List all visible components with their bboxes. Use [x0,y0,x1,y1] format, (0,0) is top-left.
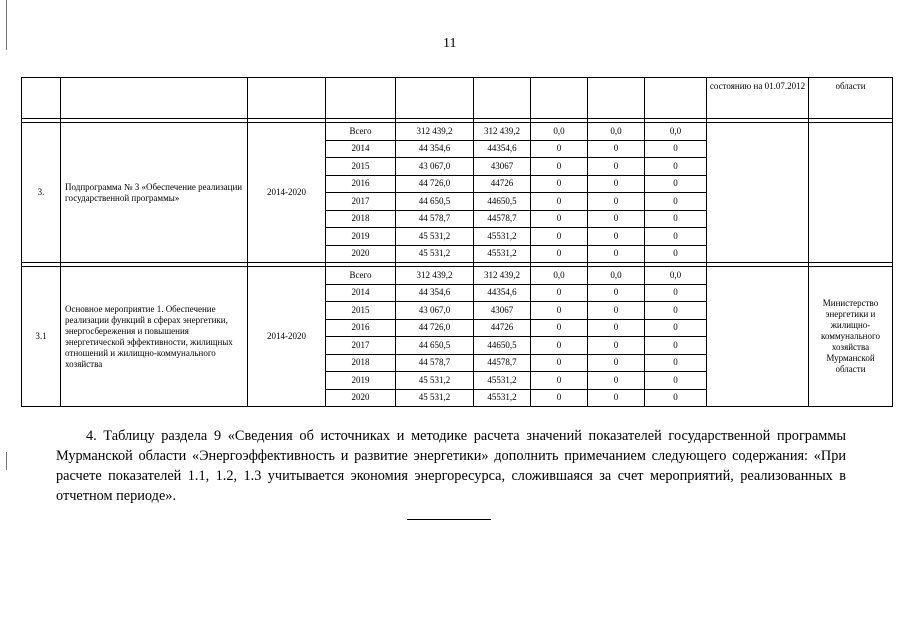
end-rule [407,519,491,520]
value-cell: 45531,2 [474,228,531,246]
value-cell: 0 [645,175,707,193]
value-cell: 0 [588,140,645,158]
value-cell: 44578,7 [474,210,531,228]
value-cell: 0 [588,210,645,228]
value-cell: 0 [588,175,645,193]
value-cell: 45531,2 [474,389,531,407]
table-row [22,267,893,285]
blank-cell [707,267,809,407]
page-number: 11 [443,36,457,51]
value-cell: 0,0 [588,123,645,141]
value-cell: 45 531,2 [396,228,474,246]
year-cell: 2017 [326,337,396,355]
value-cell: 44354,6 [474,140,531,158]
value-cell: 0 [645,372,707,390]
value-cell: 0 [531,193,588,211]
value-cell: 44 650,5 [396,337,474,355]
value-cell: 0 [531,245,588,263]
period-cell: 2014-2020 [248,267,326,407]
value-cell: 0 [531,284,588,302]
value-cell: 0 [531,175,588,193]
year-cell: 2020 [326,245,396,263]
value-cell: 0 [645,319,707,337]
value-cell: 0 [588,302,645,320]
year-cell: 2020 [326,389,396,407]
value-cell: 43067 [474,158,531,176]
value-cell: 0,0 [531,123,588,141]
value-cell: 0 [588,245,645,263]
year-cell: Всего [326,267,396,285]
value-cell: 45 531,2 [396,245,474,263]
value-cell: 0 [645,284,707,302]
blank-cell [707,123,809,263]
value-cell: 44726 [474,175,531,193]
year-cell: 2014 [326,140,396,158]
value-cell: 44 726,0 [396,175,474,193]
year-cell: 2016 [326,319,396,337]
value-cell: 0 [588,389,645,407]
year-cell: 2015 [326,158,396,176]
value-cell: 0 [645,210,707,228]
value-cell: 0 [645,302,707,320]
value-cell: 45531,2 [474,372,531,390]
value-cell: 44578,7 [474,354,531,372]
value-cell: 44 578,7 [396,354,474,372]
value-cell: 0 [531,319,588,337]
value-cell: 0 [531,158,588,176]
table-header-row [22,78,893,119]
value-cell: 0 [531,302,588,320]
year-cell: 2018 [326,210,396,228]
value-cell: 44 354,6 [396,284,474,302]
value-cell: 43 067,0 [396,158,474,176]
value-cell: 44 578,7 [396,210,474,228]
value-cell: 43 067,0 [396,302,474,320]
value-cell: 0 [645,337,707,355]
header-cell-as-of-date: состоянию на 01.07.2012 [707,78,809,119]
value-cell: 45 531,2 [396,372,474,390]
value-cell: 45531,2 [474,245,531,263]
executor-cell [809,123,893,263]
value-cell: 312 439,2 [396,267,474,285]
value-cell: 44650,5 [474,337,531,355]
value-cell: 0 [588,337,645,355]
program-table [21,77,893,407]
value-cell: 43067 [474,302,531,320]
value-cell: 0 [531,354,588,372]
program-name-cell: Основное мероприятие 1. Обеспечение реализации функций в сферах энергетики, энергосбережения и повышения энергетической эффективности, жилищных отношений и жилищно-коммунального хозяйства [61,267,248,407]
value-cell: 44 650,5 [396,193,474,211]
value-cell: 0,0 [645,123,707,141]
program-name-cell: Подпрограмма № 3 «Обеспечение реализации государственной программы» [61,123,248,263]
value-cell: 0 [588,158,645,176]
amendment-paragraph: 4. Таблицу раздела 9 «Сведения об источниках и методике расчета значений показателей государственной программы Мурманской области «Энергоэффективность и развитие энергетики» дополнить примечанием следующего содержания: «При расчете показателей 1.1, 1.2, 1.3 учитывается экономия энергоресурса, сложившаяся за счет мероприятий, реализованных в отчетном периоде». [56,428,846,504]
table-row [22,123,893,141]
value-cell: 0 [531,210,588,228]
value-cell: 0 [645,158,707,176]
left-edge-mark [6,452,7,470]
row-number-cell: 3.1 [22,267,61,407]
period-cell: 2014-2020 [248,123,326,263]
value-cell: 0 [588,319,645,337]
value-cell: 44650,5 [474,193,531,211]
value-cell: 0,0 [531,267,588,285]
value-cell: 0 [588,354,645,372]
value-cell: 0 [645,245,707,263]
year-cell: 2019 [326,372,396,390]
value-cell: 0 [645,140,707,158]
value-cell: 312 439,2 [474,123,531,141]
value-cell: 0 [645,389,707,407]
value-cell: 0 [531,228,588,246]
value-cell: 0 [588,372,645,390]
value-cell: 0,0 [588,267,645,285]
year-cell: 2014 [326,284,396,302]
value-cell: 44 726,0 [396,319,474,337]
value-cell: 0 [588,228,645,246]
value-cell: 44354,6 [474,284,531,302]
value-cell: 0 [645,354,707,372]
value-cell: 0,0 [645,267,707,285]
value-cell: 0 [531,140,588,158]
value-cell: 312 439,2 [474,267,531,285]
value-cell: 0 [531,372,588,390]
year-cell: 2017 [326,193,396,211]
year-cell: 2019 [326,228,396,246]
value-cell: 44726 [474,319,531,337]
executor-cell: Министерство энергетики и жилищно-коммунального хозяйства Мурманской области [809,267,893,407]
row-number-cell: 3. [22,123,61,263]
value-cell: 0 [645,228,707,246]
value-cell: 0 [588,193,645,211]
header-cell-region: области [809,78,893,119]
year-cell: 2016 [326,175,396,193]
left-edge-mark [6,0,7,50]
value-cell: 0 [645,193,707,211]
year-cell: 2018 [326,354,396,372]
year-cell: Всего [326,123,396,141]
value-cell: 0 [531,337,588,355]
value-cell: 0 [588,284,645,302]
value-cell: 0 [531,389,588,407]
value-cell: 44 354,6 [396,140,474,158]
year-cell: 2015 [326,302,396,320]
value-cell: 45 531,2 [396,389,474,407]
value-cell: 312 439,2 [396,123,474,141]
